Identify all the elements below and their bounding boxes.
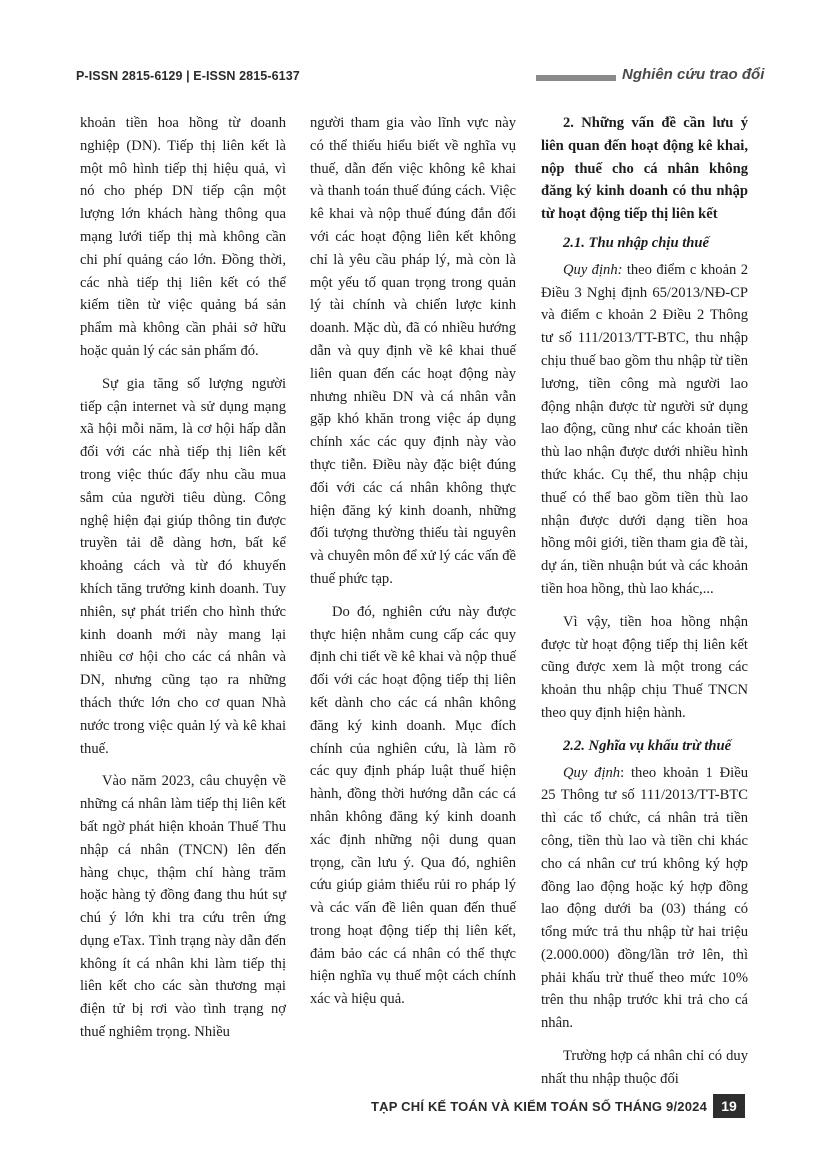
paragraph-text: theo điểm c khoản 2 Điều 3 Nghị định 65/2013/NĐ-CP và điểm c khoản 2 Điều 2 Thông tư số 111/2013/TT-BTC, thu nhập chịu thuế bao gồm thu nhập từ tiền lương, tiền công mà người lao động nhận được từ người sử dụng lao động, cũng như các khoản tiền thù lao nhận được dưới nhiều hình thức khác. Cụ thể, thu nhập chịu thuế có thể bao gồm tiền thù lao nhận được dưới dạng tiền hoa hồng môi giới, tiền tham gia đề tài, dự án, tiền nhuận bút và các khoản tiền hoa hồng, thù lao khác,... — [541, 261, 748, 597]
column-3 — [541, 112, 748, 1101]
page-footer — [0, 1093, 819, 1121]
paragraph: khoản tiền hoa hồng từ doanh nghiệp (DN). Tiếp thị liên kết là một mô hình tiếp thị hiệu quả, vì nó cho phép DN tiếp cận một lượng lớn khách hàng thông qua mạng lưới tiếp thị mà không cần chi phí quảng cáo lớn. Đồng thời, các nhà tiếp thị liên kết có thể kiếm tiền từ việc quảng bá sản phẩm mà không cần phải sở hữu hoặc quản lý các sản phẩm đó. — [80, 115, 286, 359]
paragraph-lead: Quy định — [563, 764, 621, 781]
section-heading: 2. Những vấn đề cần lưu ý liên quan đến hoạt động kê khai, nộp thuế cho cá nhân không đăng ký kinh doanh có thu nhập từ hoạt động tiếp thị liên kết — [541, 115, 748, 223]
paragraph — [541, 259, 748, 601]
paragraph: người tham gia vào lĩnh vực này có thể thiếu hiểu biết về nghĩa vụ thuế, dẫn đến việc không kê khai và thanh toán thuế đúng cách. Việc kê khai và nộp thuế đúng đắn đối với các hoạt động liên kết không chỉ là yêu cầu pháp lý, mà còn là một yếu tố quan trọng trong quản lý tài chính và chiến lược kinh doanh. Mặc dù, đã có nhiều hướng dẫn và quy định về kê khai thuế liên quan đến các hoạt động này nhưng nhiều DN và cá nhân vẫn gặp khó khăn trong việc áp dụng chính xác các quy định này vào thực tiễn. Điều này đặc biệt đúng đối với các cá nhân không thực hiện đăng ký kinh doanh, những đối tượng thường thiếu tài nguyên và chuyên môn để xử lý các vấn đề thuế phức tạp. — [310, 115, 516, 587]
paragraph-lead: Quy định: — [563, 261, 623, 278]
page-number: 19 — [713, 1094, 745, 1118]
subsection-heading: 2.1. Thu nhập chịu thuế — [563, 234, 709, 251]
paragraph — [541, 762, 748, 1036]
paragraph: Trường hợp cá nhân chỉ có duy nhất thu nhập thuộc đối — [541, 1048, 748, 1087]
issn-label: P-ISSN 2815-6129 | E-ISSN 2815-6137 — [76, 69, 300, 83]
section-title: Nghiên cứu trao đổi — [622, 66, 765, 83]
paragraph: Sự gia tăng số lượng người tiếp cận internet và sử dụng mạng xã hội mỗi năm, là cơ hội hấp dẫn đối với các nhà tiếp thị liên kết trong việc thúc đẩy nhu cầu mua sắm của người tiêu dùng. Công nghệ hiện đại giúp thông tin được truyền tải dễ dàng hơn, bất kể khoảng cách và từ đó khuyến khích tăng trưởng kinh doanh. Tuy nhiên, sự phát triển cho hình thức kinh doanh mới này mang lại nhiều cơ hội cho các cá nhân và DN, nhưng cũng tạo ra những thách thức lớn cho cơ quan Nhà nước trong việc quản lý và kê khai thuế. — [80, 375, 286, 757]
journal-title: TẠP CHÍ KẾ TOÁN VÀ KIỂM TOÁN SỐ THÁNG 9/2024 — [370, 1099, 707, 1114]
column-2 — [310, 112, 516, 1021]
header-rule — [536, 75, 616, 81]
column-1 — [80, 112, 286, 1054]
paragraph: Vì vậy, tiền hoa hồng nhận được từ hoạt động tiếp thị liên kết cũng được xem là một trong các khoản thu nhập chịu Thuế TNCN theo quy định hiện hành. — [541, 613, 748, 721]
paragraph: Do đó, nghiên cứu này được thực hiện nhằm cung cấp các quy định chi tiết về kê khai và nộp thuế đối với các hoạt động tiếp thị liên kết dành cho các cá nhân không đăng ký kinh doanh. Mục đích chính của nghiên cứu, là làm rõ các quy định pháp luật thuế hiện hành, đồng thời hướng dẫn các cá nhân không đăng ký kinh doanh xác định những nội dung quan trọng, cần lưu ý. Qua đó, nghiên cứu giúp giảm thiểu rủi ro pháp lý và các vấn đề liên quan đến thuế trong hoạt động tiếp thị liên kết, đảm bảo các cá nhân có thể thực hiện nghĩa vụ thuế một cách chính xác và hiệu quả. — [310, 603, 516, 1008]
subsection-heading: 2.2. Nghĩa vụ khấu trừ thuế — [563, 737, 732, 754]
page-header — [0, 62, 819, 92]
paragraph-text: : theo khoản 1 Điều 25 Thông tư số 111/2013/TT-BTC thì các tổ chức, cá nhân trả tiền công, tiền thù lao và tiền chi khác cho cá nhân cư trú không ký hợp đồng lao động hoặc ký hợp đồng lao động dưới ba (03) tháng có tổng mức trả thu nhập từ hai triệu (2.000.000) đồng/lần trở lên, thì phải khấu trừ thuế theo mức 10% trên thu nhập trước khi trả cho cá nhân. — [541, 764, 748, 1032]
paragraph: Vào năm 2023, câu chuyện về những cá nhân làm tiếp thị liên kết bất ngờ phát hiện khoản Thuế Thu nhập cá nhân (TNCN) lên đến hàng chục, thậm chí hàng trăm hoặc hàng tỷ đồng đang thu hút sự chú ý lớn khi tra cứu trên ứng dụng eTax. Tình trạng này dẫn đến không ít cá nhân khi làm tiếp thị liên kết cho các sàn thương mại điện tử bị rơi vào tình trạng nợ thuế nghiêm trọng. Nhiều — [80, 773, 286, 1041]
